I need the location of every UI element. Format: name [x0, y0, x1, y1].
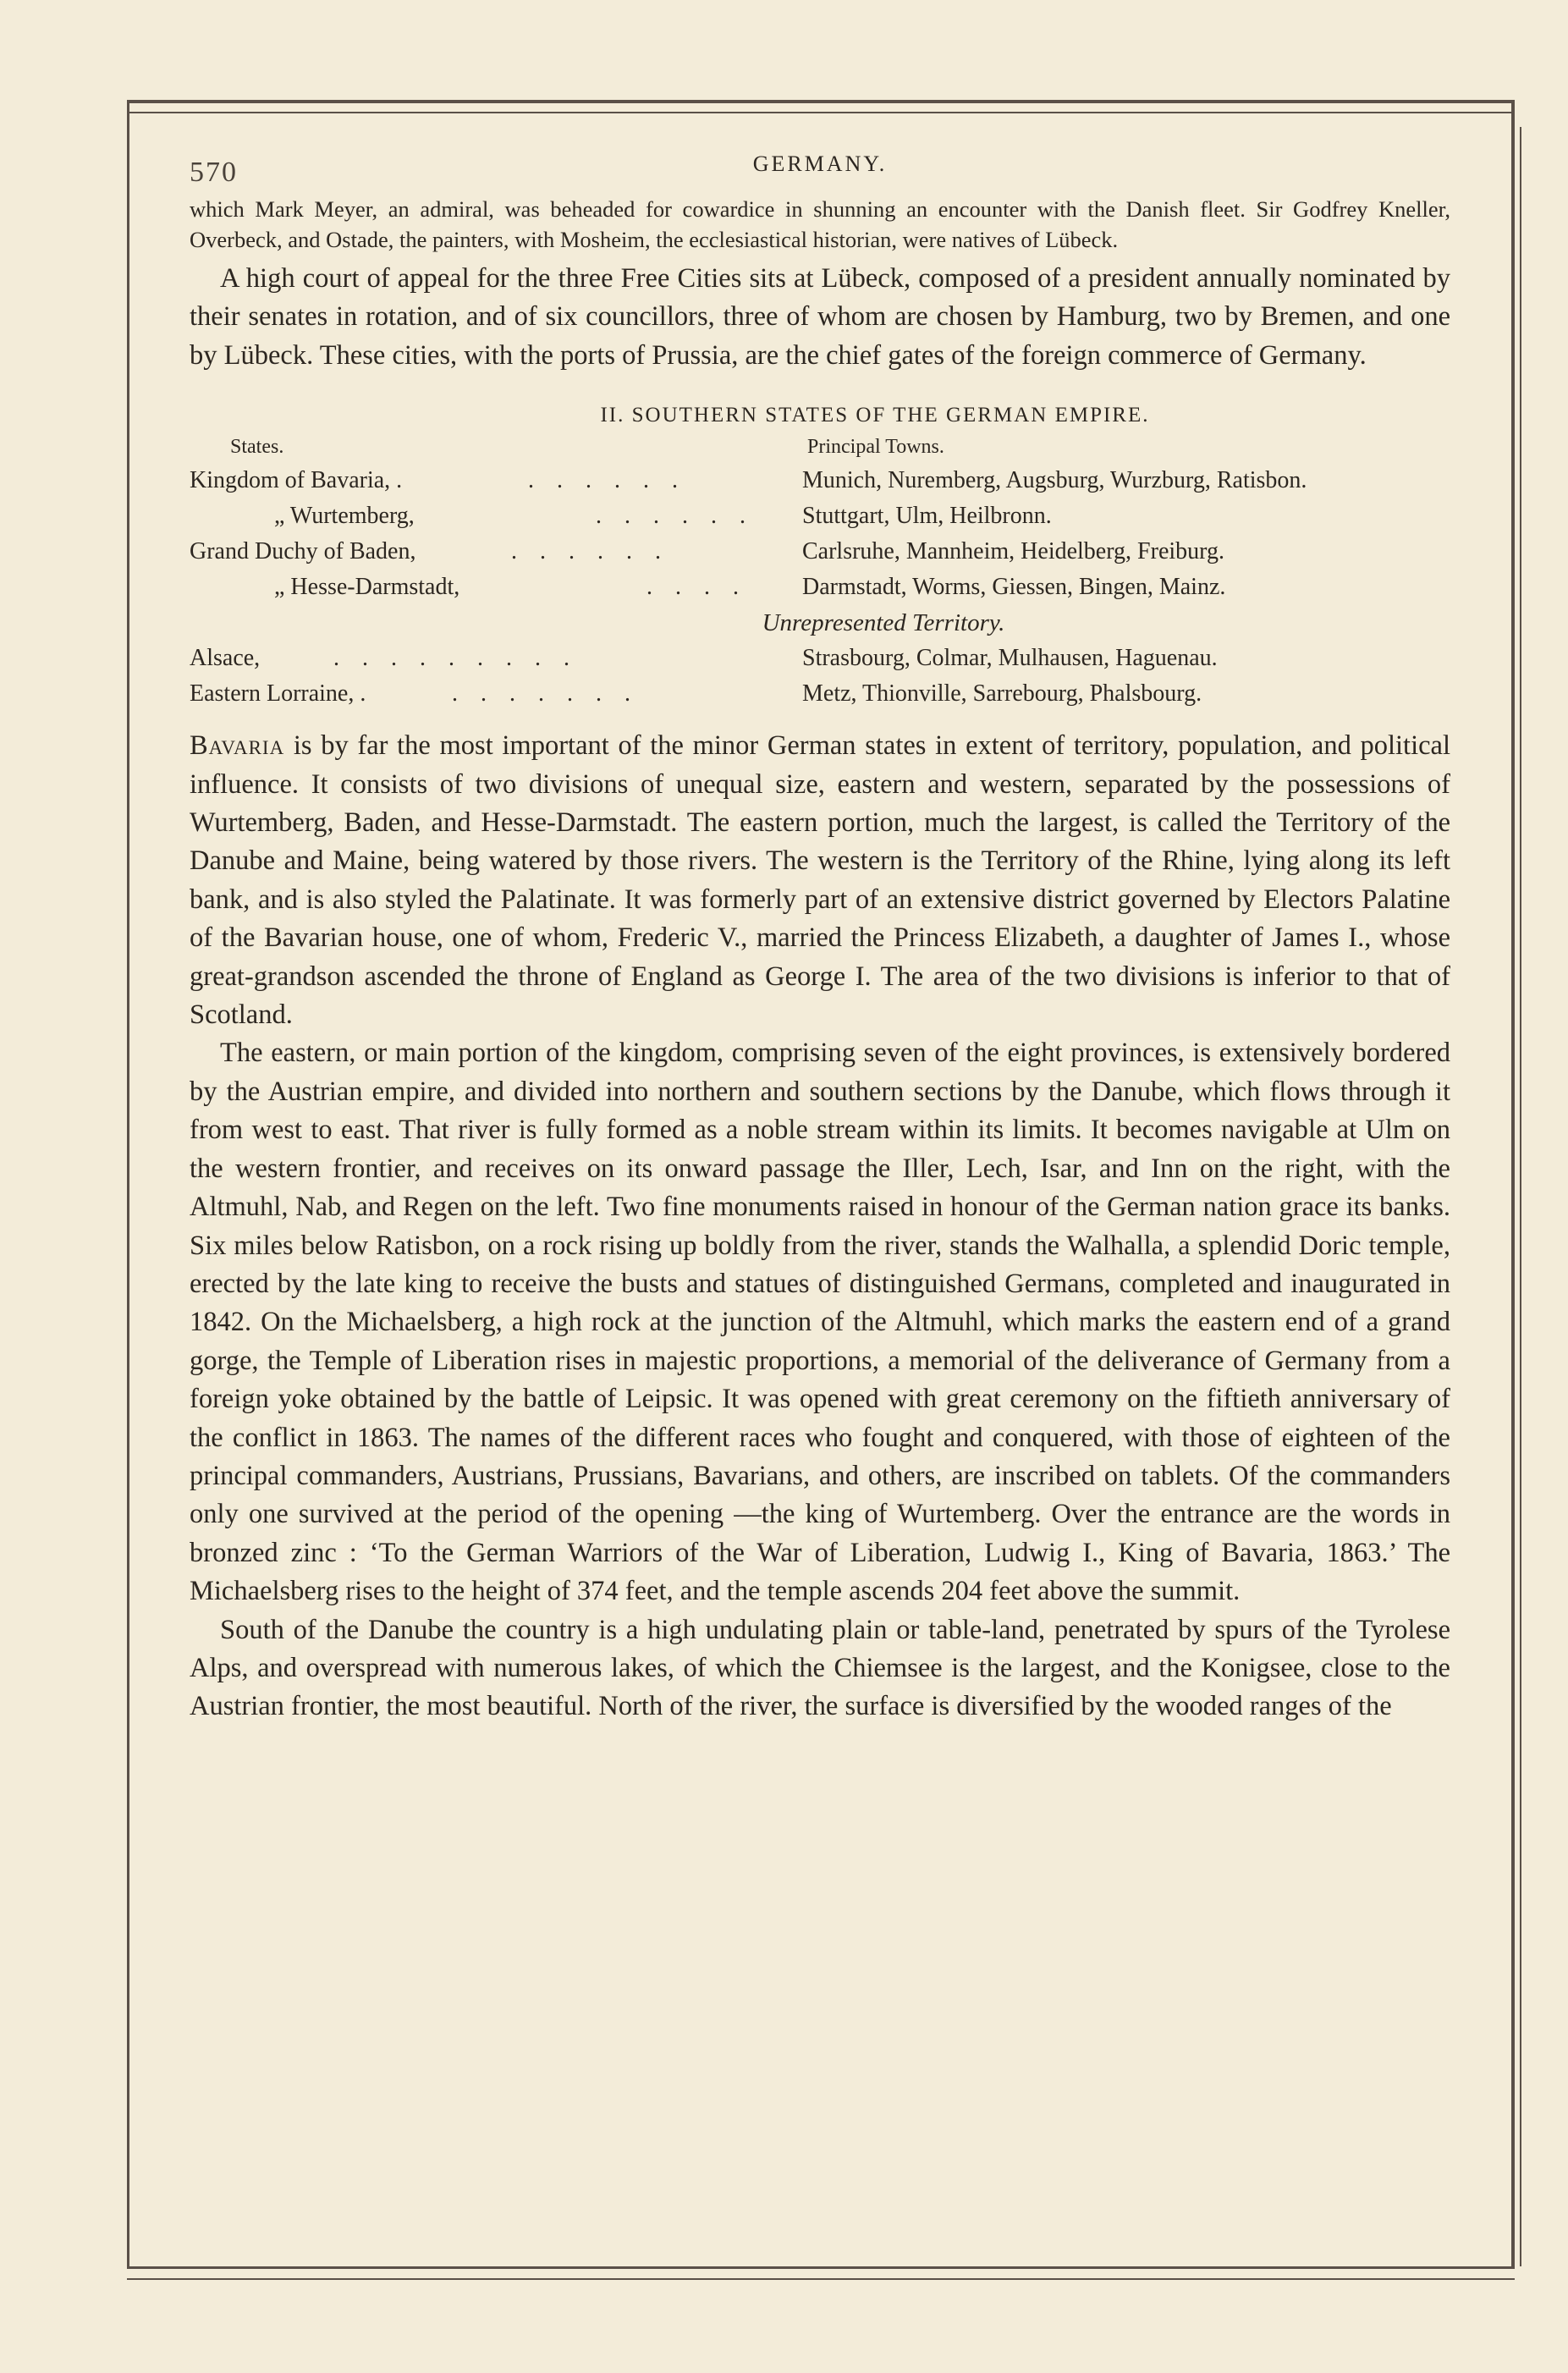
right-outer-rule	[1520, 127, 1521, 2266]
body-text	[190, 260, 1450, 375]
body-text-main	[190, 727, 1450, 1726]
leader-dots: . . . . . .	[528, 467, 686, 494]
principal-towns: Strasbourg, Colmar, Mulhausen, Haguenau.	[802, 645, 1218, 672]
principal-towns: Darmstadt, Worms, Giessen, Bingen, Mainz.	[802, 574, 1226, 601]
left-border-rule	[127, 100, 129, 2266]
right-border-rule	[1511, 100, 1515, 2266]
table-row	[190, 534, 1450, 570]
leader-dots: . . . . . . .	[452, 680, 639, 707]
column-header-states: States.	[230, 436, 284, 459]
page-number: 570	[190, 157, 238, 188]
principal-towns: Metz, Thionville, Sarrebourg, Phalsbourg.	[802, 680, 1202, 707]
table-row	[190, 463, 1450, 498]
principal-towns: Carlsruhe, Mannheim, Heidelberg, Freiburg.	[802, 538, 1224, 565]
leader-dots: . . . . . . . . .	[333, 645, 578, 672]
lead-word-bavaria: Bavaria	[190, 730, 285, 762]
state-name: „ Wurtemberg,	[274, 503, 415, 530]
state-name: Alsace,	[190, 645, 261, 672]
principal-towns: Munich, Nuremberg, Augsburg, Wurzburg, Ratisbon.	[802, 467, 1307, 494]
page-content	[190, 148, 1450, 1726]
bottom-border-rule	[127, 2266, 1515, 2269]
top-inner-rule	[127, 112, 1515, 113]
leader-dots: . . . . . .	[596, 503, 754, 530]
table-row	[190, 498, 1450, 534]
principal-towns: Stuttgart, Ulm, Heilbronn.	[802, 503, 1052, 530]
state-name: Eastern Lorraine, .	[190, 680, 366, 707]
paragraph-bavaria	[190, 727, 1450, 1034]
page-header	[190, 148, 1450, 187]
table-row	[190, 676, 1450, 712]
table-row	[190, 570, 1450, 605]
bavaria-text: is by far the most important of the minor German states in extent of territory, population, and political influence. It consists of two divisions of unequal size, eastern and western, separated by the possessions of Wurtemberg, Baden, and Hesse-Darmstadt. The eastern portion, much the largest, is called the Territory of the Danube and Maine, being watered by those rivers. The western is the Territory of the Rhine, lying along its left bank, and is also styled the Palatinate. It was formerly part of an extensive district governed by Electors Palatine of the Bavarian house, one of whom, Frederic V., married the Princess Elizabeth, a daughter of James I., whose great-grandson ascended the throne of England as George I. The area of the two divisions is inferior to that of Scotland.	[190, 730, 1450, 1031]
table-row	[190, 641, 1450, 676]
paragraph-high-court: A high court of appeal for the three Free Cities sits at Lübeck, composed of a president annually nominated by their senates in rotation, and of six councillors, three of whom are chosen by Hamburg, two by Bremen, and one by Lübeck. These cities, with the ports of Prussia, are the chief gates of the foreign commerce of Germany.	[190, 263, 1450, 371]
state-name: „ Hesse-Darmstadt,	[274, 574, 460, 601]
paragraph-south: South of the Danube the country is a high undulating plain or table-land, penetrated by spurs of the Tyrolese Alps, and overspread with numerous lakes, of which the Chiemsee is the largest, and the Konigsee, close to the Austrian frontier, the most beautiful. North of the river, the surface is diversified by the wooded ranges of the	[190, 1614, 1450, 1722]
running-title: GERMANY.	[752, 151, 888, 176]
intro-small-text: which Mark Meyer, an admiral, was beheaded for cowardice in shunning an encounter with the Danish fleet. Sir Godfrey Kneller, Overbeck, and Ostade, the painters, with Mosheim, the ecclesiastical historian, were natives of Lübeck.	[190, 196, 1450, 252]
column-header-towns: Principal Towns.	[807, 436, 944, 459]
leader-dots: . . . . . .	[511, 538, 669, 565]
top-border-rule	[127, 100, 1515, 103]
table-title: II. SOUTHERN STATES OF THE GERMAN EMPIRE.	[600, 404, 1150, 427]
state-name: Grand Duchy of Baden,	[190, 538, 416, 565]
bottom-outer-rule	[127, 2278, 1515, 2280]
unrepresented-heading: Unrepresented Territory.	[762, 609, 1005, 637]
state-name: Kingdom of Bavaria, .	[190, 467, 403, 494]
table-header	[190, 436, 1450, 463]
leader-dots: . . . .	[646, 574, 747, 601]
paragraph-eastern: The eastern, or main portion of the kingdom, comprising seven of the eight provinces, is extensively bordered by the Austrian empire, and divided into northern and southern sections by the Danube, which flows through it from west to east. That river is fully formed as a noble stream within its limits. It becomes navigable at Ulm on the western frontier, and receives on its onward passage the Iller, Lech, Isar, and Inn on the right, with the Altmuhl, Nab, and Regen on the left. Two fine monuments raised in honour of the German nation grace its banks. Six miles below Ratisbon, on a rock rising up boldly from the river, stands the Walhalla, a splendid Doric temple, erected by the late king to receive the busts and statues of distinguished Germans, completed and inaugurated in 1842. On the Michaelsberg, a high rock at the junction of the Altmuhl, which marks the eastern end of a grand gorge, the Temple of Liberation rises in majestic proportions, a memorial of the deliverance of Germany from a foreign yoke obtained by the battle of Leipsic. It was opened with great ceremony on the fiftieth anniversary of the conflict in 1863. The names of the different races who fought and conquered, with those of eighteen of the principal commanders, Austrians, Prussians, Bavarians, and others, are inscribed on tablets. Of the commanders only one survived at the period of the opening —the king of Wurtemberg. Over the entrance are the words in bronzed zinc : ‘To the German Warriors of the War of Liberation, Ludwig I., King of Bavaria, 1863.’ The Michaelsberg rises to the height of 374 feet, and the temple ascends 204 feet above the summit.	[190, 1038, 1450, 1607]
